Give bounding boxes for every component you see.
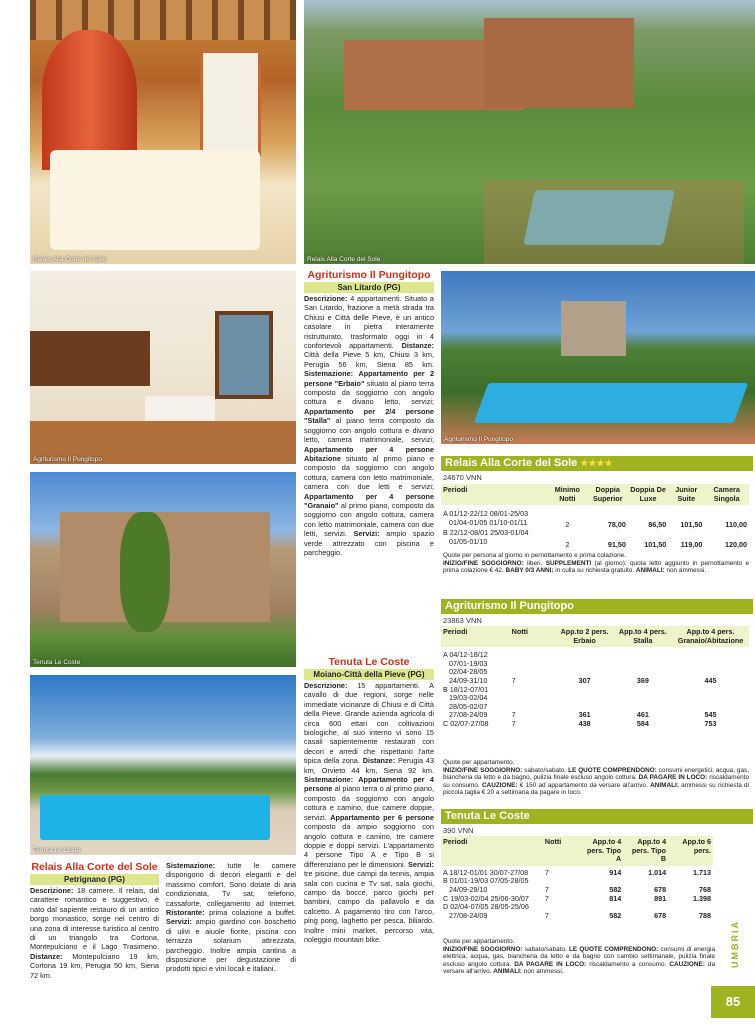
- photo-caption: Relais Alla Corte del Sole: [307, 256, 381, 263]
- table-row: D 02/04-07/05 28/05-25/06 27/08-24/09 7 582 678 788: [443, 902, 711, 920]
- table-row: C 02/07-27/08 7 438 584 753: [443, 718, 717, 728]
- table1-prices: [441, 484, 749, 549]
- table3-notes: Quote per appartamento. INIZIO/FINE SOGGIORNO: sabato/sabato. LE QUOTE COMPRENDONO: consumi di energia elettrica, acqua, gas, biancheria da letto e da bagno con cambio settimanale, pulizia finale escluso angolo cottura. DA PAGARE IN LOCO: riscaldamento a consumo. CAUZIONE: da versare all'arrivo. ANIMALI: non ammessi.: [443, 938, 716, 976]
- table1-notes: Quote per persona al giorno in pernottamento e prima colazione. INIZIO/FINE SOGGIORNO: liberi. SUPPLEMENTI (al giorno): quota letto aggiunto in pernottamento e prima colazione € 42. BABY 0/3 ANNI: in culla su richiesta gratuito. ANIMALI: non ammessi.: [443, 552, 749, 575]
- bed-canopy: [42, 30, 137, 170]
- table2-header-band: [441, 599, 753, 614]
- photo-stone-house: [30, 472, 296, 667]
- corte-text-1: Descrizione: 18 camere. Il relais, dal carattere romantico e suggestivo, è nato dal sapiente restauro di un antico borgo monastico, sorge nel centro di una zona di interesse turistico al centro di un triangolo tra Cortona, Montepulciano e il Lago Trasimeno. Distanze: Montepulciano 19 km, Cortona 19 km, Perugia 50 km, Siena 72 km.: [30, 886, 160, 980]
- pungitopo-location: San Litardo (PG): [304, 282, 434, 293]
- table3-header-band: [441, 809, 753, 824]
- photo-caption: Tenuta Le Coste: [33, 659, 81, 666]
- corte-location: Petrignano (PG): [30, 874, 159, 885]
- table-row: B 01/01-19/03 07/05-28/05 24/09-29/10 7 582 678 768: [443, 876, 711, 894]
- window: [215, 311, 273, 399]
- table2-title: Agriturismo Il Pungitopo: [445, 600, 574, 612]
- table-row: A 18/12-01/01 30/07-27/08 7 914 1.014 1.713: [443, 867, 711, 877]
- table-row: B 22/12-08/01 25/03-01/04 01/05-01/10 2 91,50 101,50 119,00 120,00: [443, 528, 747, 549]
- photo-caption: Agriturismo Il Pungitopo: [33, 456, 103, 463]
- photo-bedroom: [30, 0, 296, 264]
- corte-description-left: [30, 861, 159, 981]
- photo-caption: Tenuta Le Coste: [33, 847, 81, 854]
- bed: [50, 150, 260, 250]
- table3-prices: [441, 836, 713, 920]
- stone-house: [561, 301, 626, 356]
- corte-title: Relais Alla Corte del Sole: [31, 861, 158, 873]
- table1-header-band: [441, 456, 753, 471]
- pungitopo-description: [304, 269, 434, 558]
- table1-title: Relais Alla Corte del Sole: [445, 457, 578, 469]
- pool: [40, 795, 270, 840]
- table2-code: 23863 VNN: [443, 616, 482, 625]
- table-header-row: Periodi Notti App.to 4 pers. Tipo A App.to 4 pers. Tipo B App.to 6 pers.: [441, 836, 713, 866]
- terrace: [484, 180, 744, 264]
- page-number: 85: [711, 986, 755, 1018]
- region-label: UMBRIA: [730, 920, 740, 968]
- table2-prices: [441, 626, 749, 729]
- lecoste-text: Descrizione: 15 appartamenti. A cavallo di due regioni, sorge nelle immediate vicinanze di Chiusi e di Città della Pieve. Grande azienda agricola di circa 600 ettari con coltivazioni biologiche, al suo interno vi sono 15 casali sapientemente restaurati con decori e arredi che rispettano l'arte tipica della zona. Distanze: Perugia 43 km, Orvieto 44 km, Siena 92 km. Sistemazione: Appartamento per 4 persone al piano terra o al primo piano, composto da soggiorno con angolo cottura e camino, due camere doppie, servizi. Appartamento per 6 persone composto da ampio soggiorno con angolo cottura e camino, tre camere doppie e doppi servizi. L'appartamento 4 persone Tipo A e Tipo B si differenziano per le dimensioni. Servizi: tre piscine, due campi da tennis, ampia sala con cucina e Tv sat, sala giochi, campo da bocce, parco giochi per bambini, campo da pallavolo e da calcetto. A pagamento tiro con l'arco, ping pong, laghetto per pesca, biliardo. Inoltre mini market, percorso vita, noleggio mountain bike.: [304, 681, 435, 944]
- pungitopo-text: Descrizione: 4 appartamenti. Situato a San Litardo, frazione a metà strada tra Chiusi e Città delle Pieve, è un antico casolare in pietra interamente ristrutturato, trasformato oggi in 4 confortevoli appartamenti. Distanze: Città della Pieve 5 km, Chiusi 3 km, Perugia 56 km, Siena 85 km. Sistemazione: Appartamento per 2 persone "Erbaio" situato al piano terra composto da soggiorno con angolo cottura e divano letto, servizi; Appartamento per 2/4 persone "Stalla" al piano terra composto da soggiorno con angolo cottura e divano letto, camera matrimoniale, servizi; Appartamento per 4 persone Abitazione situato al primo piano e composto da soggiorno con angolo cottura, camera con letto matrimoniale, camera con due letti e servizi; Appartamento per 4 persone "Granaio" al primo piano, composto da soggiorno con angolo cottura, camera con letto matrimoniale, camera con due letti, servizi. Servizi: ampio spazio verde attrezzato con piscina e parcheggio.: [304, 294, 435, 557]
- farmhouse-main: [484, 18, 634, 108]
- table3-title: Tenuta Le Coste: [445, 810, 530, 822]
- lecoste-description: [304, 656, 434, 945]
- pungitopo-title: Agriturismo Il Pungitopo: [307, 269, 431, 281]
- photo-garden-pool: [441, 271, 755, 444]
- table-row: C 19/03-02/04 25/06-30/07 7 814 891 1.398: [443, 893, 711, 903]
- table-row: A 04/12-18/12 07/01-19/03 02/04-28/05 24/09-31/10 7 307 369 445: [443, 650, 717, 685]
- ivy: [120, 512, 170, 632]
- photo-caption: Relais Alla Corte del Sole: [33, 256, 107, 263]
- lecoste-title: Tenuta Le Coste: [328, 656, 410, 668]
- corte-description-right: [166, 861, 296, 975]
- table1-code: 24670 VNN: [443, 473, 482, 482]
- rating-stars-icon: ★★★★: [580, 458, 613, 468]
- corte-text-2: Sistemazione: tutte le camere dispongono di decori eleganti e del massimo comfort. Sono dotate di aria condizionata, Tv sat, telefono, cassaforte, collegamento ad Internet. Ristorante: prima colazione a buffet. Servizi: ampio giardino con boschetto di ulivi e aiuole fiorite, piscina con terrazza solarium attrezzata, parcheggio. Inoltre ampia cantina a disposizione per degustazione di prodotti tipici e vini locali e italiani.: [166, 861, 297, 974]
- photo-caption: Agriturismo Il Pungitopo: [444, 436, 514, 443]
- table-row: B 18/12-07/01 19/03-02/04 28/05-02/07 27/08-24/09 7 361 461 545: [443, 684, 717, 720]
- photo-kitchen: [30, 271, 296, 464]
- kitchen-cabinets: [30, 331, 150, 386]
- table-row: A 01/12-22/12 08/01-25/03 01/04-01/05 01/10-01/11 2 78,00 86,50 101,50 110,00: [443, 509, 747, 529]
- photo-aerial: [304, 0, 755, 264]
- table3-code: 390 VNN: [443, 826, 474, 835]
- photo-pool: [30, 675, 296, 855]
- table-header-row: Periodi Notti App.to 2 pers. Erbaio App.to 4 pers. Stalla App.to 4 pers. Granaio/Abitazione: [441, 626, 749, 647]
- lecoste-location: Moiano-Città della Pieve (PG): [304, 669, 434, 680]
- window: [200, 50, 261, 156]
- pool: [474, 383, 749, 423]
- table-header-row: Periodi Minimo Notti Doppia Superior Doppia De Luxe Junior Suite Camera Singola: [441, 484, 749, 505]
- table2-notes: Quote per appartamento. INIZIO/FINE SOGGIORNO: sabato/sabato. LE QUOTE COMPRENDONO: consumi energetici, acqua, gas, biancheria da letto e da bagno, pulizia finale escluso angolo cottura. DA PAGARE IN LOCO: riscaldamento su consumo. CAUZIONE: € 150 ad appartamento da versare all'arrivo. ANIMALI: ammessi su richiesta di piccola taglia € 20 a settimana da pagare in loco.: [443, 759, 750, 797]
